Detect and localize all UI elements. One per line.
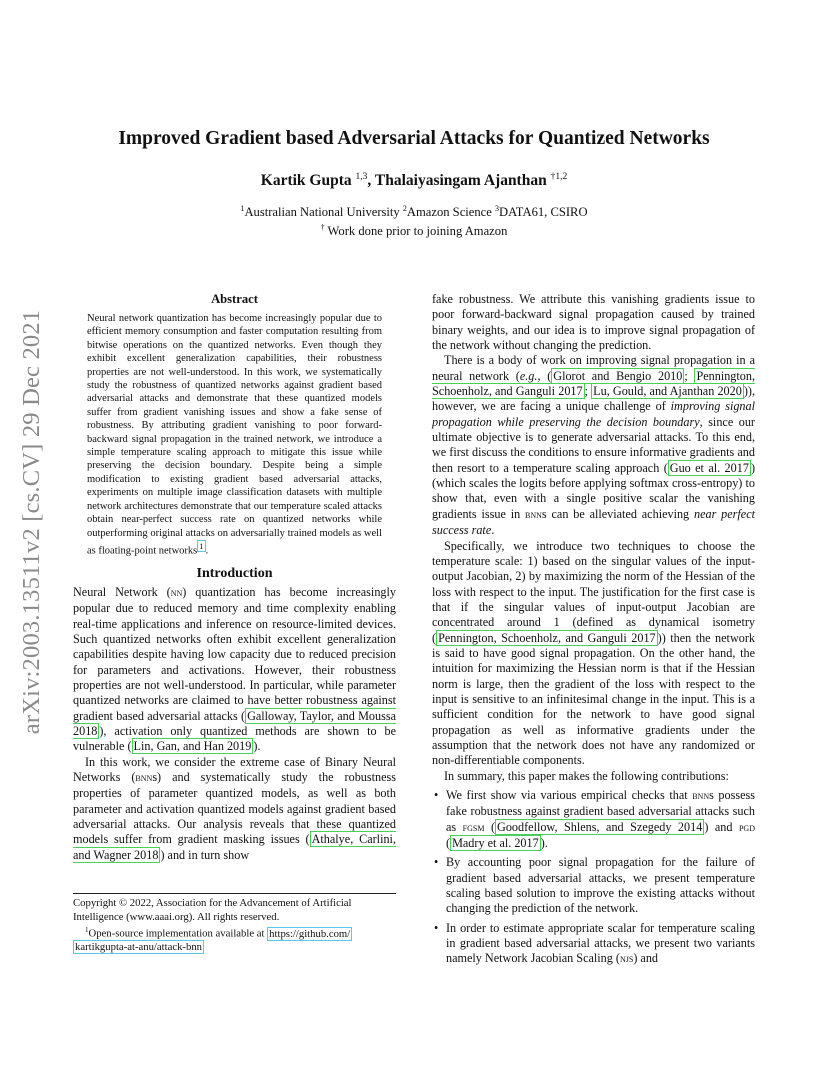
text-run: ( <box>484 819 496 834</box>
text-run: ) (which scales the logits before applying softmax cross-entropy) to show that, even with a single positive scalar the vanishing gradients issue in <box>432 460 755 521</box>
intro-paragraph-2 <box>73 755 396 863</box>
right-paragraph-0: fake robustness. We attribute this vanishing gradients issue to poor forward-backward signal propagation caused by trained binary weights, and our idea is to improve signal propagation of the network without changing the prediction. <box>432 292 755 353</box>
text-run: s possess fake robustness against gradient based adversarial attacks such as <box>446 788 755 834</box>
acronym: bnn <box>692 790 710 802</box>
acronym: pgd <box>738 821 755 834</box>
text-run: ). <box>253 739 261 754</box>
acronym: fgsm <box>462 821 485 834</box>
contributions-list <box>432 788 755 968</box>
list-item <box>434 788 755 851</box>
text-run: Neural Network ( <box>73 584 171 599</box>
citation-link[interactable]: Galloway, Taylor, and Moussa 2018 <box>73 708 396 738</box>
text-run: , ( <box>537 368 552 383</box>
footnote-text: Open-source implementation available at <box>88 927 268 940</box>
citation-link[interactable]: Goodfellow, Shlens, and Szegedy 2014 <box>497 819 703 834</box>
author-name: Kartik Gupta <box>260 172 352 190</box>
text-run: ). <box>540 836 548 851</box>
citation-link[interactable]: Athalye, Carlini, and Wagner 2018 <box>73 832 396 862</box>
emphasis: e.g. <box>519 368 538 383</box>
text-run: s can be alleviated achieving <box>541 506 694 521</box>
author-affil-mark: †1,2 <box>550 172 568 182</box>
repo-link[interactable]: kartikgupta-at-anu/attack-bnn <box>75 941 203 954</box>
acronym: njs <box>619 953 634 966</box>
text-run: ( <box>446 836 451 851</box>
author-name: Thalaiyasingam Ajanthan <box>374 172 547 190</box>
arxiv-id: arXiv:2003.13511v2 [cs.CV] 29 Dec 2021 <box>18 309 45 735</box>
arxiv-sidebar <box>14 286 50 758</box>
repo-link[interactable]: https://github.com/ <box>269 927 351 940</box>
acronym: nn <box>170 586 183 599</box>
citation-link[interactable]: Pennington, Schoenholz, and Ganguli 2017 <box>438 630 656 645</box>
author-affil-mark: 1,3 <box>355 172 368 182</box>
citation-link[interactable]: Pennington, Schoenholz, and Ganguli 2017 <box>432 368 756 399</box>
text-run: s) and systematically study the robustness properties of parameter quantized models, as well as both parameter and activation quantized models against gradient based adversarial attacks. Our analysis reveals that these quantized models suffer from gradient masking issues ( <box>73 769 396 847</box>
footnote-link[interactable]: 1 <box>199 540 204 551</box>
emphasis: near perfect success rate <box>432 506 755 538</box>
text-run: ) quantization has become increasingly popular due to reduced memory and time complexity enabling real-time applications and inference on resource-limited devices. Such quantized networks often exhibit excellent generalization capabilities despite having low capacity due to reduced precision for parameters and activations. However, their robustness properties are not well-understood. In particular, while parameter quantized networks are claimed to have better robustness against gradient based adversarial attacks ( <box>73 584 396 723</box>
emphasis: improving signal propagation while preserving the decision boundary <box>432 399 755 429</box>
abstract-text <box>87 312 382 558</box>
citation-link[interactable]: Lu, Gould, and Ajanthan 2020 <box>593 384 742 399</box>
text-run: ; <box>684 368 695 383</box>
text-run: In order to estimate appropriate scalar for temperature scaling in gradient based adversarial attacks, we present two variants namely Network Jacobian Scaling ( <box>446 920 755 966</box>
bullet-icon: • <box>434 788 439 802</box>
footnote-area <box>73 893 396 955</box>
right-paragraph-2 <box>432 539 755 769</box>
text-run: We first show via various empirical checks that <box>446 788 693 802</box>
text-run: In this work, we consider the extreme case of Binary Neural Networks ( <box>73 754 396 784</box>
acronym: bnn <box>525 508 542 521</box>
text-run: There is a body of work on improving signal propagation in a neural network ( <box>432 353 755 383</box>
affil-mark: 2 <box>402 204 407 213</box>
list-item <box>434 921 755 968</box>
citation-link[interactable]: Guo et al. 2017 <box>669 460 749 475</box>
text-run: ) and <box>633 951 659 966</box>
right-paragraph-1 <box>432 353 755 538</box>
affil-mark: 3 <box>495 204 499 213</box>
list-item <box>434 855 755 916</box>
text-run: ), activation only quantized methods are shown to be vulnerable ( <box>73 723 396 754</box>
affil-text: Amazon Science <box>406 205 495 220</box>
right-column <box>432 292 755 972</box>
affiliations <box>60 201 768 239</box>
text-run: )), however, we are facing a unique challenge of <box>432 384 756 414</box>
text-run: By accounting poor signal propagation for the failure of gradient based adversarial attacks, we present temperature scaling based solution to improve the existing attacks without changing the prediction of the network. <box>446 855 755 916</box>
bullet-icon: • <box>434 855 439 870</box>
text-run: Specifically, we introduce two techniques to choose the temperature scale: 1) based on the singular values of the input-output Jacobian, 2) by maximizing the norm of the Hessian of the loss with respect to the input. The justification for the first case is that if the singular values of input-output Jacobian are concentrated around 1 (defined as dynamical isometry ( <box>432 538 755 645</box>
paper-title: Improved Gradient based Adversarial Attacks for Quantized Networks <box>118 128 710 149</box>
citation-link[interactable]: Glorot and Bengio 2010 <box>553 368 683 383</box>
bullet-icon: • <box>434 920 439 935</box>
intro-paragraph-1 <box>73 585 396 755</box>
right-paragraph-3: In summary, this paper makes the following contributions: <box>444 768 729 783</box>
text-run: . <box>491 523 495 538</box>
footnote-mark: 1 <box>85 926 89 934</box>
footnote-1 <box>73 924 396 955</box>
text-run: ) and <box>704 819 739 834</box>
affil-note: Work done prior to joining Amazon <box>324 224 508 239</box>
abstract-body: Neural network quantization has become increasingly popular due to efficient memory consumption and faster computation resulting from bitwise operations on the quantized networks. Even though they exhibit excellent generalization capabilities, their robustness properties are not well-understood. In this work, we systematically study the robustness of quantized networks against gradient based adversarial attacks and demonstrate that these quantized models suffer from gradient vanishing issues and show a fake sense of robustness. By attributing gradient vanishing to poor forward-backward signal propagation in the trained network, we introduce a simple temperature scaling approach to mitigate this issue while preserving the decision boundary. Despite being a simple modification to existing gradient based adversarial attacks, experiments on multiple image classification datasets with multiple network architectures demonstrate that our temperature scaled attacks obtain near-perfect success rate on quantized networks while outperforming original attacks on adversarially trained models as well as floating-point networks <box>87 313 382 557</box>
author-line: Kartik Gupta $^{1,3}$, Thalaiyasingam Ajanthan $^{\dagger 1,2}$ <box>260 172 568 190</box>
acronym: bnn <box>135 771 153 784</box>
affil-mark: 1 <box>240 204 245 213</box>
abstract-heading: Abstract <box>211 292 258 306</box>
section-heading-introduction: Introduction <box>196 565 273 581</box>
citation-link[interactable]: Madry et al. 2017 <box>452 836 539 851</box>
copyright-notice: Copyright © 2022, Association for the Advancement of Artificial Intelligence (www.aaai.org). All rights reserved. <box>73 897 352 923</box>
affil-text: Australian National University <box>244 205 403 220</box>
dagger-mark: † <box>320 223 325 233</box>
citation-link[interactable]: Lin, Gan, and Han 2019 <box>133 739 252 754</box>
text-run: ) and in turn show <box>160 847 250 862</box>
abstract-end: . <box>205 545 209 557</box>
text-run: ; <box>584 384 592 399</box>
left-column <box>73 292 396 863</box>
affil-text: DATA61, CSIRO <box>499 205 588 220</box>
text-run: , since our ultimate objective is to generate adversarial attacks. To this end, we first discuss the conditions to ensure informative gradients and then resort to a temperature scaling approach ( <box>432 414 755 475</box>
text-run: )) then the network is said to have good signal propagation. On the other hand, the intuition for maximizing the Hessian norm is that if the Hessian norm is large, then the gradient of the loss with respect to the input is sensitive to an infinitesimal change in the input. This is a sufficient condition for the network to have good signal propagation as well as informative gradients under the assumption that the network does not have any randomized or non-differentiable components. <box>432 630 755 768</box>
